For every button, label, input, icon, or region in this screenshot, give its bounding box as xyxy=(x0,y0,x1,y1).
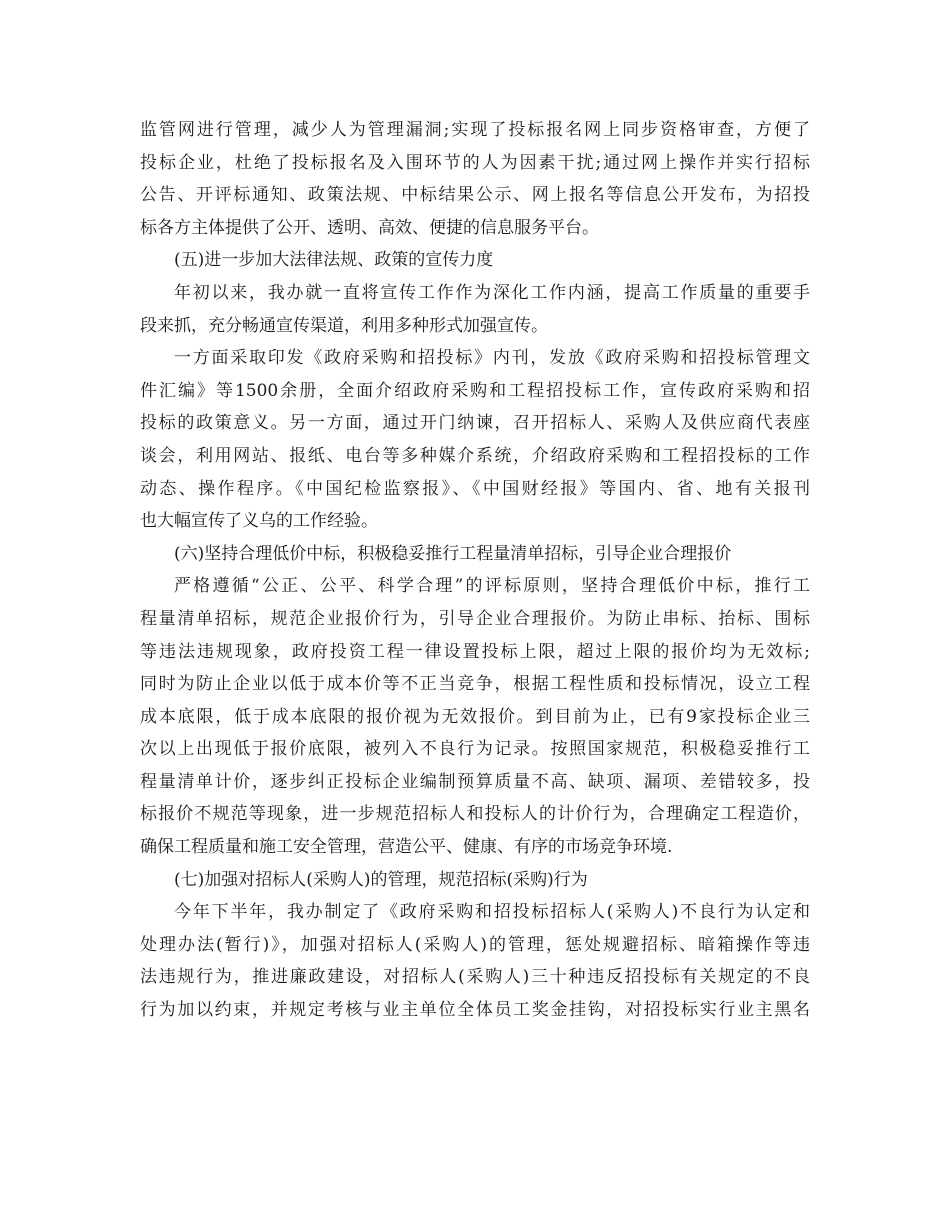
text-line: 程量清单计价，逐步纠正投标企业编制预算质量不高、缺项、漏项、差错较多，投 xyxy=(140,771,810,792)
text-line: 严格遵循“公正、公平、科学合理”的评标原则，坚持合理低价中标，推行工 xyxy=(174,576,810,597)
text-line: 投标的政策意义。另一方面，通过开门纳谏，召开招标人、采购人及供应商代表座 xyxy=(140,413,810,434)
text-line: 公告、开评标通知、政策法规、中标结果公示、网上报名等信息公开发布，为招投 xyxy=(140,185,810,206)
text-line: 一方面采取印发《政府采购和招投标》内刊，发放《政府采购和招投标管理文 xyxy=(174,348,810,369)
text-line: 件汇编》等1500余册，全面介绍政府采购和工程招投标工作，宣传政府采购和招 xyxy=(140,380,810,401)
text-line: 标报价不规范等现象，进一步规范招标人和投标人的计价行为，合理确定工程造价， xyxy=(140,804,810,825)
text-line: 监管网进行管理，减少人为管理漏洞;实现了投标报名网上同步资格审查，方便了 xyxy=(140,120,810,140)
text-line: 动态、操作程序。《中国纪检监察报》、《中国财经报》等国内、省、地有关报刊 xyxy=(140,478,810,499)
text-line: 确保工程质量和施工安全管理，营造公平、健康、有序的市场竞争环境. xyxy=(140,837,673,858)
document-body xyxy=(140,114,810,1027)
text-line: 成本底限，低于成本底限的报价视为无效报价。到目前为止，已有9家投标企业三 xyxy=(140,706,810,727)
text-line: 谈会，利用网站、报纸、电台等多种媒介系统，介绍政府采购和工程招投标的工作 xyxy=(140,445,810,466)
text-line: 也大幅宣传了义乌的工作经验。 xyxy=(140,511,378,532)
text-line: 段来抓，充分畅通宣传渠道，利用多种形式加强宣传。 xyxy=(140,315,548,336)
text-line: 程量清单招标，规范企业报价行为，引导企业合理报价。为防止串标、抬标、围标 xyxy=(140,608,810,629)
text-line: 等违法违规现象，政府投资工程一律设置投标上限，超过上限的报价均为无效标; xyxy=(140,641,810,662)
text-line: 次以上出现低于报价底限，被列入不良行为记录。按照国家规范，积极稳妥推行工 xyxy=(140,739,810,760)
text-line: 年初以来，我办就一直将宣传工作作为深化工作内涵，提高工作质量的重要手 xyxy=(174,282,810,303)
text-line: 今年下半年，我办制定了《政府采购和招投标招标人(采购人)不良行为认定和 xyxy=(174,902,810,923)
text-line: (七)加强对招标人(采购人)的管理，规范招标(采购)行为 xyxy=(174,869,588,890)
text-line: 投标企业，杜绝了投标报名及入围环节的人为因素干扰;通过网上操作并实行招标 xyxy=(140,152,810,173)
text-line: 同时为防止企业以低于成本价等不正当竞争，根据工程性质和投标情况，设立工程 xyxy=(140,674,810,695)
text-line: 处理办法(暂行)》，加强对招标人(采购人)的管理，惩处规避招标、暗箱操作等违 xyxy=(140,934,810,955)
text-line: (五)进一步加大法律法规、政策的宣传力度 xyxy=(174,250,494,271)
text-line: 法违规行为，推进廉政建设，对招标人(采购人)三十种违反招投标有关规定的不良 xyxy=(140,967,810,988)
text-line: 行为加以约束，并规定考核与业主单位全体员工奖金挂钩，对招投标实行业主黑名 xyxy=(140,1000,810,1021)
text-line: (六)坚持合理低价中标，积极稳妥推行工程量清单招标，引导企业合理报价 xyxy=(174,543,732,564)
text-line: 标各方主体提供了公开、透明、高效、便捷的信息服务平台。 xyxy=(140,217,599,238)
